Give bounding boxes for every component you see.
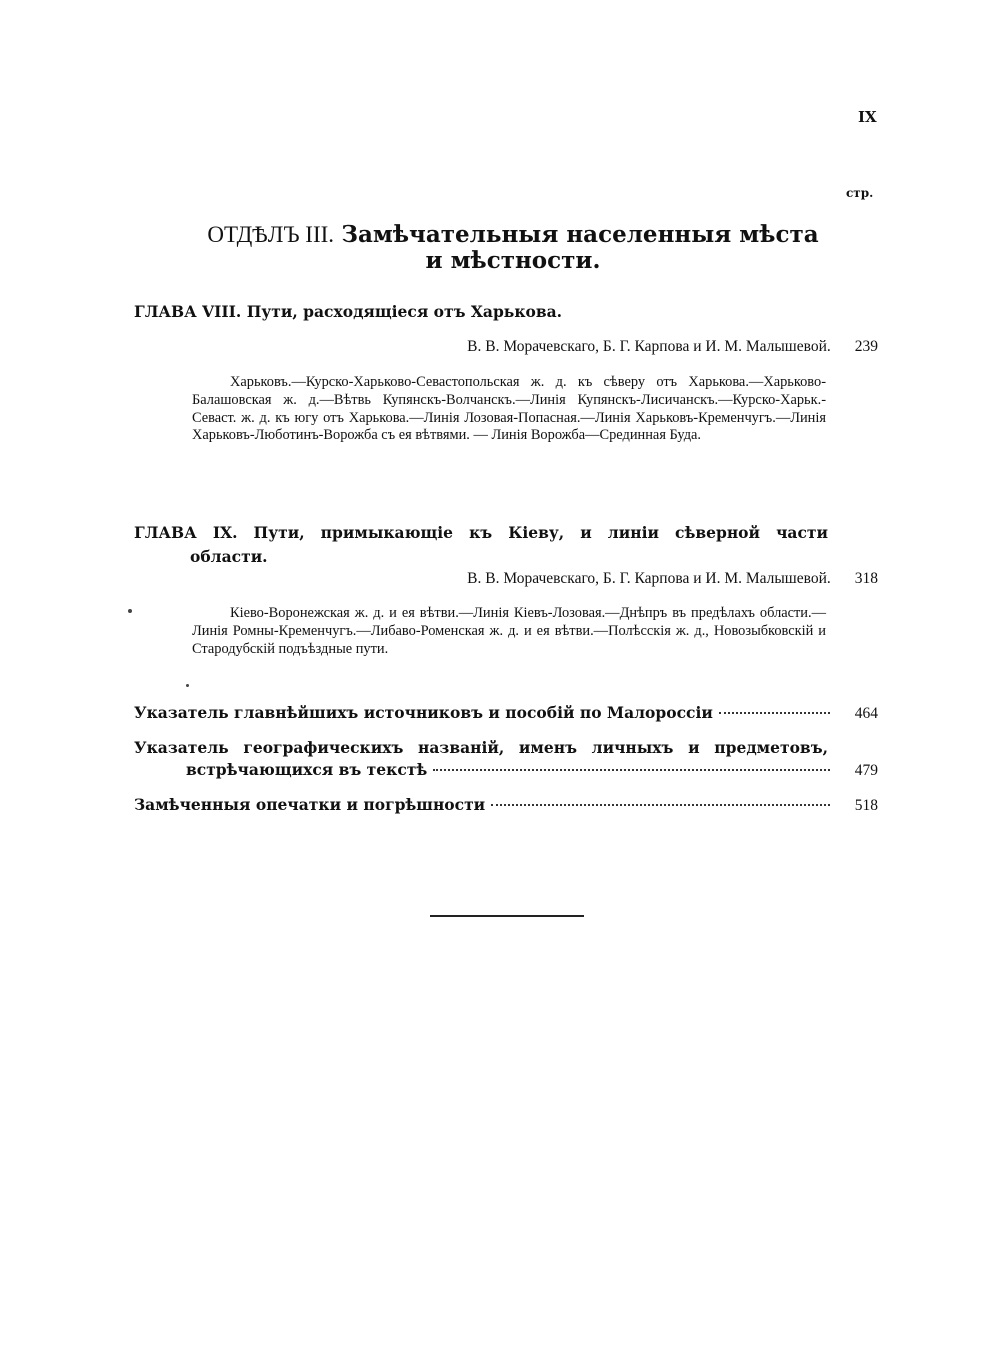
toc-index-line2: встрѣчающихся въ текстѣ (186, 760, 428, 779)
chapter-8-summary: Харьковъ.—Курско-Харьково-Севастопольская ж. д. къ сѣверу отъ Харькова.—Харьково-Балашовская ж. д.—Вѣтвь Купянскъ-Волчанскъ.—Линія Купянскъ-Лисичанскъ.—Курско-Харьк.-Севаст. ж. д. къ югу отъ Харькова.—Линія Лозовая-Попасная.—Линія Харьковъ-Кременчугъ.—Линія Харьковъ-Люботинъ-Ворожба съ ея вѣтвями. — Линія Ворожба—Срединная Буда. (192, 374, 826, 444)
section-title-line2: и мѣстности. (425, 247, 601, 274)
section-title (170, 222, 856, 274)
chapter-8-heading: ГЛАВА VIII. Пути, расходящіеся отъ Харькова. (134, 302, 563, 321)
chapter-9-heading-line2: области. (190, 547, 268, 566)
toc-index-page: 479 (854, 762, 878, 779)
toc-index (186, 760, 878, 780)
dot-leader (433, 769, 830, 771)
chapter-9-authors-row (134, 570, 878, 588)
section-lead: ОТДѢЛЪ III. (207, 222, 335, 247)
chapter-8-page: 239 (854, 338, 878, 355)
toc-errata-label: Замѣченныя опечатки и погрѣшности (134, 795, 486, 814)
toc-sources-page: 464 (854, 705, 878, 722)
chapter-9-heading-line1: ГЛАВА IX. Пути, примыкающіе къ Кіеву, и линіи сѣверной части (134, 523, 828, 542)
toc-sources-label: Указатель главнѣйшихъ источниковъ и пособій по Малороссіи (134, 703, 713, 722)
page-column-label: стр. (846, 186, 874, 200)
toc-index-line1: Указатель географическихъ названій, именъ личныхъ и предметовъ, (134, 738, 828, 757)
toc-errata-page: 518 (854, 797, 878, 814)
dot-leader (491, 804, 830, 806)
chapter-9-authors: В. В. Морачевскаго, Б. Г. Карпова и И. М. Малышевой. (467, 570, 831, 587)
chapter-8-authors: В. В. Морачевскаго, Б. Г. Карпова и И. М. Малышевой. (467, 338, 831, 355)
ink-speck (186, 684, 189, 687)
ink-speck (128, 609, 132, 613)
chapter-9-summary: Кіево-Воронежская ж. д. и ея вѣтви.—Линія Кіевъ-Лозовая.—Днѣпръ въ предѣлахъ области.—Линія Ромны-Кременчугъ.—Либаво-Роменская ж. д. и ея вѣтви.—Полѣсскія ж. д., Новозыбковскій и Стародубскій подъѣздные пути. (192, 605, 826, 657)
chapter-8-authors-row (134, 338, 878, 356)
section-title-line1: Замѣчательныя населенныя мѣста (341, 221, 819, 248)
dot-leader (719, 712, 830, 714)
toc-sources (134, 703, 878, 723)
page-number: IX (858, 108, 877, 126)
closing-rule (430, 915, 584, 917)
toc-errata (134, 795, 878, 815)
chapter-9-page: 318 (854, 570, 878, 587)
